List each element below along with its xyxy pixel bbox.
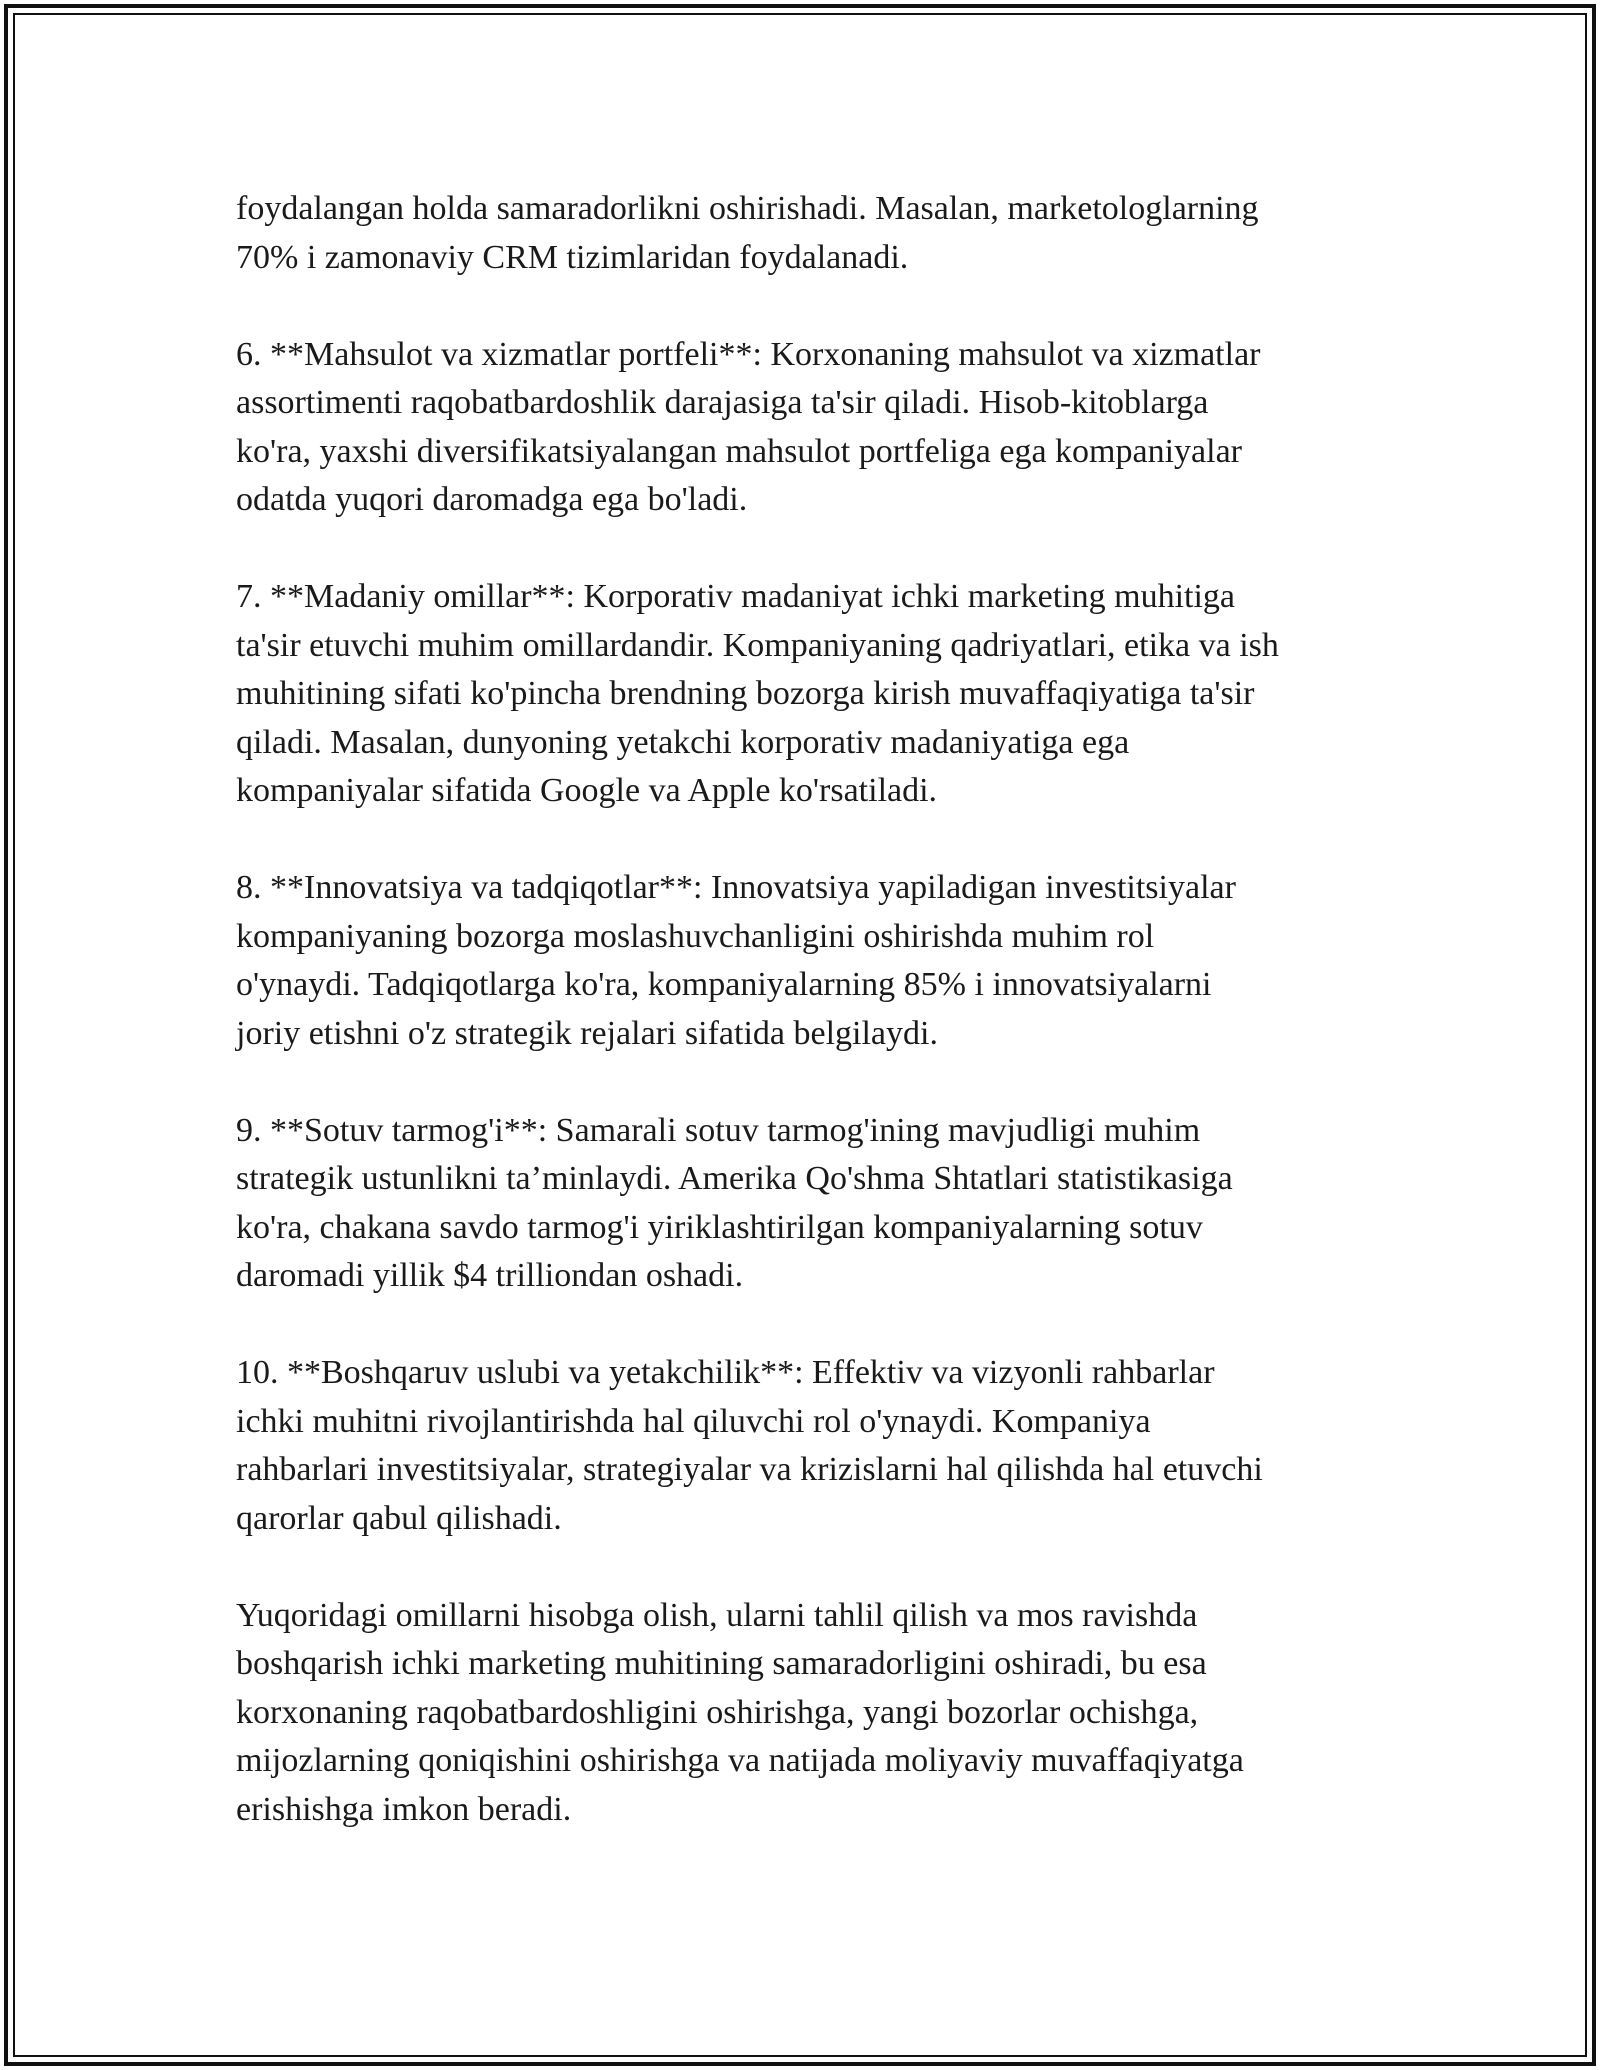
paragraph-crm-intro: foydalangan holda samaradorlikni oshirishadi. Masalan, marketologlarning 70% i zamonaviy CRM tizimlaridan foydalanadi.	[236, 190, 1259, 276]
paragraph-product-portfolio: 6. **Mahsulot va xizmatlar portfeli**: Korxonaning mahsulot va xizmatlar assortimenti raqobatbardoshlik darajasiga ta'sir qiladi. Hisob-kitoblarga ko'ra, yaxshi diversifikatsiyalangan mahsulot portfeliga ega kompaniyalar odatda yuqori daromadga ega bo'ladi.	[236, 335, 1261, 518]
paragraph-sales-network: 9. **Sotuv tarmog'i**: Samarali sotuv tarmog'ining mavjudligi muhim strategik ustunlikni ta’minlaydi. Amerika Qo'shma Shtatlari statistikasiga ko'ra, chakana savdo tarmog'i yiriklashtirilgan kompaniyalarning sotuv daromadi yillik $4 trilliondan oshadi.	[236, 1111, 1233, 1294]
paragraph-cultural-factors: 7. **Madaniy omillar**: Korporativ madaniyat ichki marketing muhitiga ta'sir etuvchi muhim omillardandir. Kompaniyaning qadriyatlari, etika va ish muhitining sifati ko'pincha brendning bozorga kirish muvaffaqiyatiga ta'sir qiladi. Masalan, dunyoning yetakchi korporativ madaniyatiga ega kompaniyalar sifatida Google va Apple ko'rsatiladi.	[236, 578, 1279, 809]
paragraph-innovation-research: 8. **Innovatsiya va tadqiqotlar**: Innovatsiya yapiladigan investitsiyalar kompaniyaning bozorga moslashuvchanligini oshirishda muhim rol o'ynaydi. Tadqiqotlarga ko'ra, kompaniyalarning 85% i innovatsiyalarni joriy etishni o'z strategik rejalari sifatida belgilaydi.	[236, 869, 1236, 1052]
paragraph-leadership: 10. **Boshqaruv uslubi va yetakchilik**: Effektiv va vizyonli rahbarlar ichki muhitni rivojlantirishda hal qiluvchi rol o'ynaydi. Kompaniya rahbarlari investitsiyalar, strategiyalar va krizislarni hal qilishda hal etuvchi qarorlar qabul qilishadi.	[236, 1354, 1263, 1537]
paragraph-conclusion: Yuqoridagi omillarni hisobga olish, ularni tahlil qilish va mos ravishda boshqarish ichki marketing muhitining samaradorligini oshiradi, bu esa korxonaning raqobatbardoshligini oshirishga, yangi bozorlar ochishga, mijozlarning qoniqishini oshirishga va natijada moliyaviy muvaffaqiyatga erishishga imkon beradi.	[236, 1596, 1244, 1828]
document-body	[236, 185, 1386, 1883]
